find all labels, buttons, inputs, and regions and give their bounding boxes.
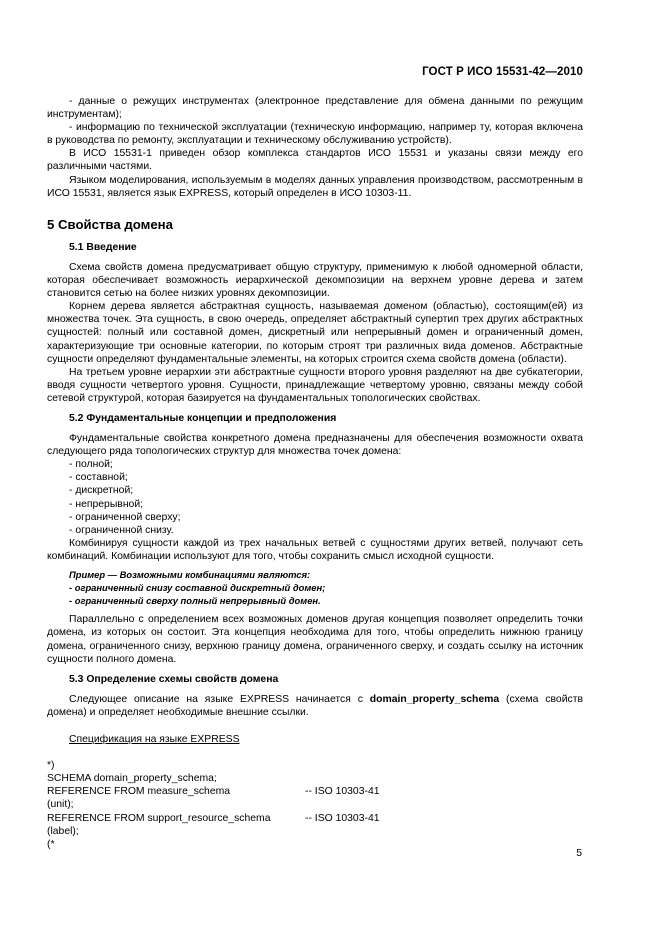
- example-title: Пример — Возможными комбинациями являются:: [69, 569, 311, 580]
- section-5-1-paragraph-3: На третьем уровне иерархии эти абстрактные сущности второго уровня разделяют на две субкатегории, вводя сущности четвертого уровня. Сущности, принадлежащие четвертому уровню, связаны между собой сетевой структурой, которая базируется на фундаментальных топологических свойствах.: [47, 366, 583, 404]
- section-5-1-paragraph-2: Корнем дерева является абстрактная сущность, называемая доменом (областью), состоящим(ей) из множества точек. Эта сущность, в свою очередь, определяет абстрактный супертип трех других абстрактных сущностей: полный или составной домен, дискретный или непрерывный домен и ограниченный домен, характеризующие три основные категории, по которым строят три различных вида доменов. Абстрактные сущности определяют фундаментальные элементы, на которых строится схема свойств домена (области).: [47, 301, 583, 365]
- section-5-2-paragraph-2: Комбинируя сущности каждой из трех начальных ветвей с сущностями других ветвей, получают сеть комбинаций. Комбинации используют для того, чтобы сохранить смысл исходной сущности.: [47, 537, 583, 562]
- code-line: [47, 785, 583, 798]
- express-code-block: [47, 759, 583, 851]
- example-block: [69, 569, 583, 607]
- intro-bullet-2: - информацию по технической эксплуатации (техническую информацию, например ту, которая включена в руководства по ремонту, эксплуатации и техническому обслуживанию устройств).: [47, 122, 583, 147]
- code-line: *): [47, 760, 55, 772]
- list-item: - полной;: [69, 459, 113, 471]
- list-item: - составной;: [69, 472, 128, 484]
- page-content: [47, 95, 583, 851]
- code-reference: REFERENCE FROM measure_schema: [47, 786, 231, 798]
- text-before: Следующее описание на языке EXPRESS начинается с: [69, 693, 370, 705]
- intro-paragraph-2: Языком моделирования, используемым в моделях данных управления производством, рассмотренным в ИСО 15531, является язык EXPRESS, который определен в ИСО 10303-11.: [47, 174, 583, 199]
- list-item: - ограниченной сверху;: [69, 511, 181, 523]
- express-spec-title: Спецификация на языке EXPRESS: [69, 734, 240, 746]
- schema-name: domain_property_schema: [369, 693, 500, 705]
- example-item-2: - ограниченный сверху полный непрерывный домен.: [69, 594, 321, 606]
- text-after: (схема свойств домена) и определяет необходимые внешние ссылки.: [47, 693, 583, 718]
- code-line: (label);: [47, 825, 79, 837]
- section-5-title: 5 Свойства домена: [47, 216, 173, 232]
- section-5-3-paragraph-1: [47, 693, 583, 719]
- section-5-1-title: 5.1 Введение: [69, 241, 137, 253]
- code-comment: -- ISO 10303-41: [305, 812, 380, 824]
- code-reference: REFERENCE FROM support_resource_schema: [47, 812, 271, 824]
- section-5-2-paragraph-3: Параллельно с определением всех возможных доменов другая концепция позволяет определить точки домена, из которых он состоит. Эта концепция необходима для того, чтобы определить нижнюю границу домена, ограниченного снизу, верхнюю границу домена, ограниченного сверху, и создать ссылку на источник сущности полного домена.: [47, 614, 583, 665]
- list-item: - дискретной;: [69, 485, 134, 497]
- page-header-standard: ГОСТ Р ИСО 15531-42—2010: [422, 66, 583, 78]
- section-5-2-paragraph-1: Фундаментальные свойства конкретного домена предназначены для обеспечения возможности охвата следующего ряда топологических структур для множества точек домена:: [47, 433, 583, 458]
- list-item: - ограниченной снизу.: [69, 524, 174, 536]
- section-5-2-title: 5.2 Фундаментальные концепции и предположения: [69, 412, 337, 424]
- section-5-1-paragraph-1: Схема свойств домена предусматривает общую структуру, применимую к любой одномерной области, которая обеспечивает возможность иерархической декомпозиции на верхнем уровне дерева и затем становится сетью на более низких уровнях декомпозиции.: [47, 261, 583, 300]
- section-5-3-title: 5.3 Определение схемы свойств домена: [69, 673, 279, 685]
- code-line: (unit);: [47, 799, 74, 811]
- example-item-1: - ограниченный снизу составной дискретный домен;: [69, 581, 326, 593]
- code-comment: -- ISO 10303-41: [305, 786, 380, 798]
- intro-bullet-1: - данные о режущих инструментах (электронное представление для обмена данными по режущим инструментам);: [47, 96, 583, 121]
- code-line: (*: [47, 838, 55, 850]
- list-item: - непрерывной;: [69, 498, 144, 510]
- intro-paragraph-1: В ИСО 15531-1 приведен обзор комплекса стандартов ИСО 15531 и указаны связи между его различными частями.: [47, 148, 583, 173]
- page-number: 5: [576, 848, 582, 859]
- code-line: SCHEMA domain_property_schema;: [47, 773, 217, 785]
- topology-list: [47, 458, 583, 537]
- code-line: [47, 812, 583, 825]
